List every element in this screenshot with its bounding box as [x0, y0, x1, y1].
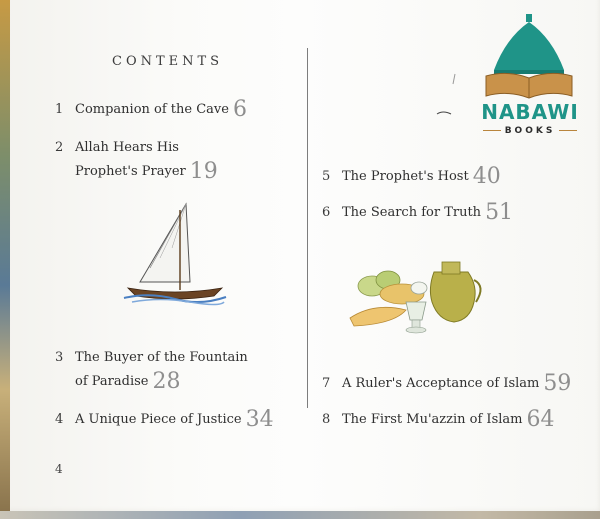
entry-title: Companion of the Cave	[75, 102, 229, 117]
toc-entry-5[interactable]	[322, 165, 501, 189]
column-divider	[307, 48, 308, 408]
entry-number: 5	[322, 169, 331, 184]
entry-page: 51	[485, 200, 514, 225]
book-bottom-edge	[0, 511, 600, 519]
entry-title: The Prophet's Host	[342, 169, 469, 184]
bread-and-jug-illustration	[344, 258, 494, 338]
entry-number: 6	[322, 205, 331, 220]
entry-title: The Search for Truth	[342, 205, 482, 220]
entry-title: The First Mu'azzin of Islam	[342, 412, 523, 427]
toc-entry-8[interactable]	[322, 408, 554, 432]
entry-page: 59	[543, 371, 572, 396]
toc-entry-2[interactable]	[55, 136, 218, 184]
nabawi-books-logo[interactable]	[466, 12, 594, 140]
entry-page: 28	[152, 369, 181, 394]
toc-entry-7[interactable]	[322, 372, 571, 396]
page-number: 4	[55, 462, 63, 476]
toc-entry-3[interactable]	[55, 346, 248, 394]
entry-page: 40	[472, 164, 501, 189]
entry-page: 19	[189, 159, 218, 184]
entry-title-cont: Prophet's Prayer	[75, 164, 186, 179]
logo-brand-sub: BOOKS	[466, 126, 594, 136]
logo-brand-name: NABAWI	[481, 100, 579, 124]
entry-page: 34	[245, 407, 274, 432]
mosque-dome-book-icon	[466, 12, 594, 102]
entry-number: 3	[55, 350, 64, 365]
entry-title-cont: of Paradise	[75, 374, 149, 389]
entry-title: Allah Hears His	[75, 140, 179, 155]
toc-entry-6[interactable]	[322, 201, 513, 225]
toc-entry-4[interactable]	[55, 408, 274, 432]
contents-heading: CONTENTS	[112, 54, 224, 69]
entry-title: A Ruler's Acceptance of Islam	[342, 376, 540, 391]
entry-number: 7	[322, 376, 331, 391]
book-cover-edge	[0, 0, 10, 519]
entry-number: 4	[55, 412, 64, 427]
entry-page: 64	[526, 407, 555, 432]
entry-number: 1	[55, 102, 64, 117]
partial-illustration	[433, 70, 463, 120]
entry-page: 6	[232, 97, 247, 122]
entry-number: 8	[322, 412, 331, 427]
sailboat-illustration	[120, 198, 230, 308]
toc-entry-1[interactable]	[55, 98, 247, 122]
entry-number: 2	[55, 140, 64, 155]
entry-title: The Buyer of the Fountain	[75, 350, 248, 365]
entry-title: A Unique Piece of Justice	[75, 412, 242, 427]
